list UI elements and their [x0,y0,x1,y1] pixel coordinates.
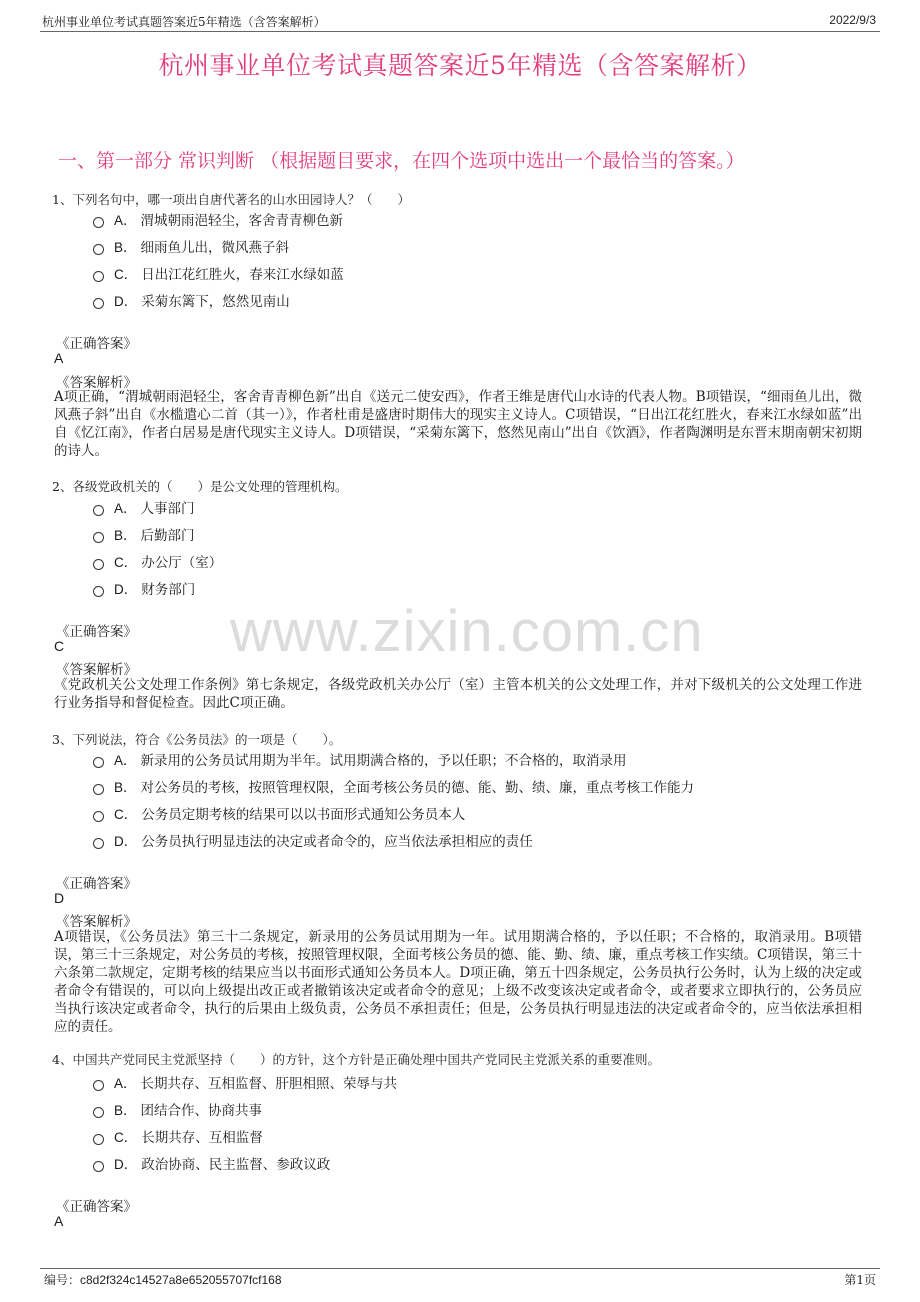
page-title: 杭州事业单位考试真题答案近5年精选（含答案解析） [158,51,762,80]
question-1-stem: 1、下列名句中，哪一项出自唐代著名的山水田园诗人？（ ） [52,192,410,207]
question-2-explanation: 《党政机关公文处理工作条例》第七条规定，各级党政机关办公厅（室）主管本机关的公文处理工作，并对下级机关的公文处理工作进行业务指导和督促检查。因此C项正确。 [54,677,862,711]
question-1-option-a[interactable]: A． 渭城朝雨浥轻尘，客舍青青柳色新 [93,209,343,229]
question-2-answer: C [54,638,65,654]
question-4-option-b[interactable]: B． 团结合作、协商共事 [93,1099,262,1119]
explanation-label: 《答案解析》 [56,914,137,930]
radio-icon[interactable] [93,505,104,516]
radio-icon[interactable] [93,271,104,282]
footer-page-number: 第1页 [844,1273,876,1287]
explanation-label: 《答案解析》 [56,662,137,678]
radio-icon[interactable] [93,757,104,768]
radio-icon[interactable] [93,1080,104,1091]
radio-icon[interactable] [93,838,104,849]
radio-icon[interactable] [93,244,104,255]
question-4-stem: 4、中国共产党同民主党派坚持（ ）的方针，这个方针是正确处理中国共产党同民主党派关系的重要准则。 [52,1052,660,1067]
radio-icon[interactable] [93,784,104,795]
question-3-option-c[interactable]: C． 公务员定期考核的结果可以以书面形式通知公务员本人 [93,803,465,823]
section-heading: 一、第一部分 常识判断 （根据题目要求，在四个选项中选出一个最恰当的答案。） [58,150,745,172]
question-1-option-d[interactable]: D． 采菊东篱下，悠然见南山 [93,290,290,310]
question-1-option-b[interactable]: B． 细雨鱼儿出，微风燕子斜 [93,236,289,256]
header-doc-title: 杭州事业单位考试真题答案近5年精选（含答案解析） [42,15,326,29]
question-4-option-a[interactable]: A． 长期共存、互相监督、肝胆相照、荣辱与共 [93,1072,397,1092]
question-2-option-c[interactable]: C． 办公厅（室） [93,551,222,571]
question-3-option-a[interactable]: A． 新录用的公务员试用期为半年。试用期满合格的，予以任职；不合格的，取消录用 [93,749,627,769]
header-date: 2022/9/3 [829,13,876,27]
question-1-explanation: A项正确，“渭城朝雨浥轻尘，客舍青青柳色新”出自《送元二使安西》，作者王维是唐代山水诗的代表人物。B项错误，“细雨鱼儿出，微风燕子斜”出自《水槛遣心二首（其一）》，作者杜甫是盛唐时期伟大的现实主义诗人。C项错误，“日出江花红胜火，春来江水绿如蓝”出自《忆江南》，作者白居易是唐代现实主义诗人。D项错误，“采菊东篱下，悠然见南山”出自《饮酒》，作者陶渊明是东晋末期南朝宋初期的诗人。 [54,389,862,459]
watermark: www.zixin.com.cn [230,599,704,664]
question-4-option-d[interactable]: D． 政治协商、民主监督、参政议政 [93,1153,330,1173]
correct-answer-label: 《正确答案》 [56,876,137,892]
question-3-answer: D [54,890,65,906]
radio-icon[interactable] [93,298,104,309]
radio-icon[interactable] [93,811,104,822]
radio-icon[interactable] [93,532,104,543]
question-2-stem: 2、各级党政机关的（ ）是公文处理的管理机构。 [52,479,348,494]
correct-answer-label: 《正确答案》 [56,624,137,640]
footer-code: 编号：c8d2f324c14527a8e652055707fcf168 [44,1273,282,1287]
correct-answer-label: 《正确答案》 [56,1199,137,1215]
question-1-answer: A [54,350,64,366]
question-3-stem: 3、下列说法，符合《公务员法》的一项是（ ）。 [52,732,342,747]
question-3-explanation: A项错误，《公务员法》第三十二条规定，新录用的公务员试用期为一年。试用期满合格的，予以任职；不合格的，取消录用。B项错误，第三十三条规定，对公务员的考核，按照管理权限，全面考核公务员的德、能、勤、绩、廉，重点考核工作实绩。C项错误，第三十六条第二款规定，定期考核的结果应当以书面形式通知公务员本人。D项正确，第五十四条规定，公务员执行公务时，认为上级的决定或者命令有错误的，可以向上级提出改正或者撤销该决定或者命令的意见；上级不改变该决定或者命令，或者要求立即执行的，公务员应当执行该决定或者命令，执行的后果由上级负责，公务员不承担责任；但是，公务员执行明显违法的决定或者命令的，应当依法承担相应的责任。 [54,929,862,1035]
question-4-option-c[interactable]: C． 长期共存、互相监督 [93,1126,263,1146]
explanation-label: 《答案解析》 [56,375,137,391]
question-2-option-a[interactable]: A． 人事部门 [93,497,195,517]
question-4-answer: A [54,1213,64,1229]
radio-icon[interactable] [93,559,104,570]
radio-icon[interactable] [93,586,104,597]
footer-divider [40,1268,880,1269]
radio-icon[interactable] [93,217,104,228]
header-divider [40,31,880,32]
question-3-option-b[interactable]: B． 对公务员的考核，按照管理权限，全面考核公务员的德、能、勤、绩、廉，重点考核工作能力 [93,776,694,796]
radio-icon[interactable] [93,1161,104,1172]
question-2-option-b[interactable]: B． 后勤部门 [93,524,195,544]
question-2-option-d[interactable]: D． 财务部门 [93,578,195,598]
question-3-option-d[interactable]: D． 公务员执行明显违法的决定或者命令的，应当依法承担相应的责任 [93,830,533,850]
radio-icon[interactable] [93,1107,104,1118]
question-1-option-c[interactable]: C． 日出江花红胜火，春来江水绿如蓝 [93,263,344,283]
radio-icon[interactable] [93,1134,104,1145]
correct-answer-label: 《正确答案》 [56,336,137,352]
